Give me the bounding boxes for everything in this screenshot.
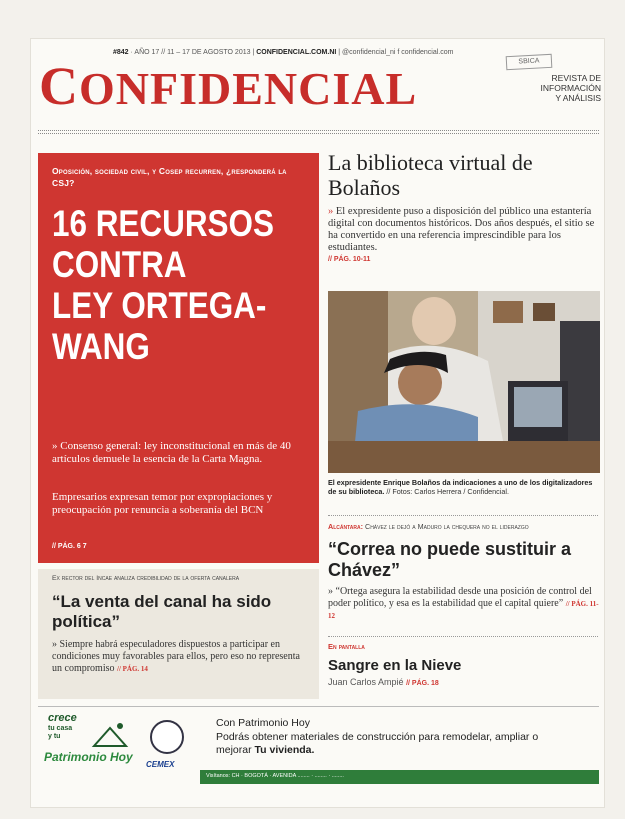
- canal-title[interactable]: “La venta del canal ha sido política”: [52, 592, 272, 631]
- pantalla-title[interactable]: Sangre en la Nieve: [328, 657, 462, 674]
- lead-headline[interactable]: 16 RECURSOS CONTRA LEY ORTEGA- WANG: [52, 203, 274, 367]
- ad-title: Con Patrimonio Hoy: [216, 717, 310, 729]
- photo-illustration: [328, 291, 600, 473]
- canal-article[interactable]: [38, 569, 319, 699]
- lead-kicker: Oposición, sociedad civil, y Cosep recurren, ¿responderá la CSJ?: [52, 166, 287, 188]
- bolanos-photo: [328, 291, 600, 473]
- pantalla-author: Juan Carlos Ampié // PÁG. 18: [328, 677, 439, 687]
- correa-dek: » “Ortega asegura la estabilidad desde una posición de control del poder político, y esa es la estabilidad que el capital quiere” // PÁG. 11-12: [328, 586, 599, 620]
- library-stamp: SBICA: [506, 54, 553, 70]
- ad-contact-bar[interactable]: Visítanos: CH · BOGOTÁ · AVENIDA ........ · ........ · ........: [200, 770, 599, 784]
- correa-page-ref[interactable]: // PÁG. 11-12: [328, 600, 599, 620]
- issue-date: · AÑO 17 // 11 – 17 DE AGOSTO 2013 |: [130, 49, 255, 56]
- lead-story[interactable]: [38, 153, 319, 563]
- lead-paragraph-2: Empresarios expresan temor por expropiaciones y preocupación por renuncia a soberanía del BCN: [52, 491, 273, 516]
- canal-kicker: Ex rector del Incae analiza credibilidad de la oferta canalera: [52, 575, 240, 582]
- canal-page-ref[interactable]: // PÁG. 14: [117, 665, 148, 673]
- lead-paragraph-1: » Consenso general: ley inconstitucional en más de 40 artículos demuele la esencia de la Carta Magna.: [52, 440, 291, 465]
- photo-caption: El expresidente Enrique Bolaños da indicaciones a uno de los digitalizadores de su biblioteca. // Fotos: Carlos Herrera / Confidencial.: [328, 478, 593, 496]
- pantalla-kicker: En pantalla: [328, 642, 365, 651]
- correa-article[interactable]: [328, 522, 600, 622]
- cemex-logo: CEMEX: [146, 760, 175, 769]
- pantalla-article[interactable]: [328, 642, 600, 687]
- website-link[interactable]: CONFIDENCIAL.COM.NI: [256, 49, 337, 56]
- pantalla-page-ref[interactable]: // PÁG. 18: [406, 680, 439, 687]
- tagline: REVISTA DE INFORMACIÓN Y ANÁLISIS: [540, 73, 601, 103]
- canal-dek: » Siempre habrá especuladores dispuestos a participar en condiciones muy favorables para ellos, pero eso no representa un compromiso // PÁG. 14: [52, 639, 300, 674]
- biblioteca-dek: » El expresidente puso a disposición del público una estantería digital con documentos históricos. Dos años después, el sitio se ha convertido en una referencia imprescindible para los estudiantes.: [328, 206, 595, 253]
- ad-text: Podrás obtener materiales de construcción para remodelar, ampliar o mejorar Tu vivienda.: [216, 731, 539, 756]
- biblioteca-page-ref[interactable]: // PÁG. 10-11: [328, 256, 371, 263]
- divider: [328, 515, 598, 516]
- newspaper-logo: CONFIDENCIAL: [39, 56, 418, 116]
- biblioteca-article[interactable]: [328, 150, 600, 263]
- patrimonio-hoy-logo[interactable]: crece tu casa y tu Patrimonio Hoy: [44, 712, 133, 764]
- social-links[interactable]: | @confidencial_ni f confidencial.com: [338, 49, 454, 56]
- lead-page-ref[interactable]: // PÁG. 6 7: [52, 543, 87, 550]
- correa-kicker: Alcántara: Chávez le dejó a Maduro la chequera no el liderazgo: [328, 522, 529, 531]
- biblioteca-title[interactable]: La biblioteca virtual de Bolaños: [328, 150, 533, 200]
- divider: [328, 636, 598, 637]
- seal-icon: [150, 720, 184, 754]
- house-worker-icon: [90, 718, 130, 750]
- masthead-divider: [38, 130, 599, 134]
- correa-title[interactable]: “Correa no puede sustituir a Chávez”: [328, 539, 572, 580]
- issue-number: #842: [113, 49, 129, 56]
